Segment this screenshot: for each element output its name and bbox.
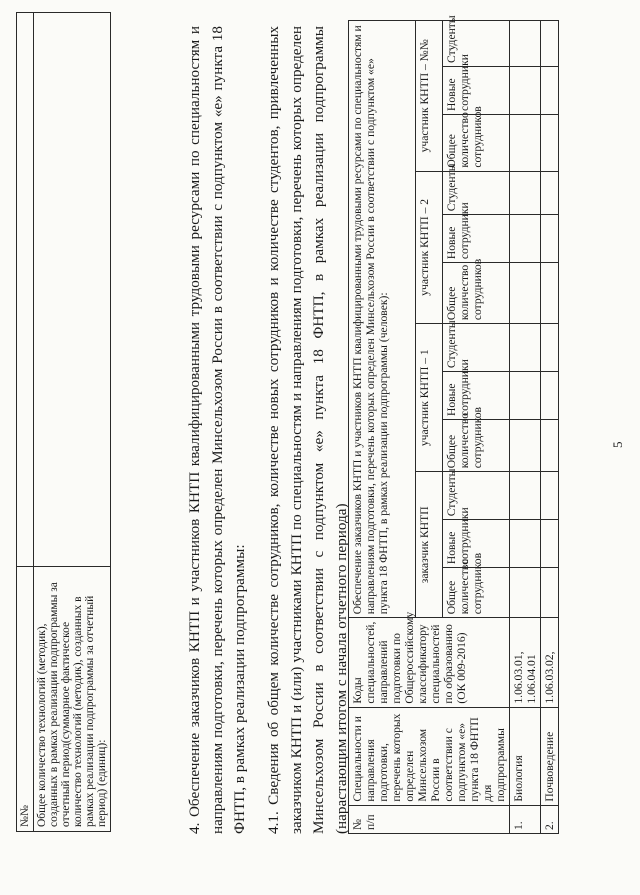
table-row [510,21,541,834]
cell-empty [541,114,559,171]
row-codes: 1.06.03.01, 1.06.04.01 [510,618,541,707]
row-number: 2. [541,805,559,833]
p2-new-header: Новые сотрудники [443,215,510,263]
cell-empty [541,472,559,520]
cell-empty [541,420,559,472]
p2-students-header: Студенты [443,171,510,215]
p2-total-header: Общее количество сотрудников [443,263,510,324]
cell-empty [510,215,541,263]
cell-empty [510,420,541,472]
section-4-1-paragraph: 4.1. Сведения об общем количестве сотрудников, количестве новых сотрудников и количестве студентов, привлеченных заказчиком КНТП и (или) участниками КНТП по специальностям и направлениям подготовки, перечень которых определен Минсельхозом России в соответствии с подпунктом «е» пункта 18 ФНТП, в рамках реализации подпрограммы (нарастающим итогом с начала отчетного периода) [265,26,350,834]
cell-empty [541,372,559,420]
customer-students-header: Студенты [443,472,510,520]
pn-new-header: Новые сотрудники [443,67,510,115]
col-specialty-header: Специальности и направления подготовки, перечень которых определен Минсельхозом России в соответствии с подпунктом «е» пункта 18 ФНТП для подпрограммы [349,707,510,805]
cell-empty [510,568,541,618]
pn-students-header: Студенты [443,21,510,67]
cell-empty [541,263,559,324]
technologies-header-empty [17,13,34,567]
col-number-header: № п/п [349,805,510,833]
cell-empty [510,324,541,372]
p1-total-header: Общее количество сотрудников [443,420,510,472]
cell-empty [510,472,541,520]
technologies-row-value [34,13,111,567]
technologies-table [16,12,111,832]
cell-empty [541,67,559,115]
cell-empty [541,568,559,618]
cell-empty [541,324,559,372]
row-number: 1. [510,805,541,833]
rotated-page-content [12,8,632,888]
cell-empty [510,372,541,420]
participant-1-header: участник КНТП – 1 [415,324,442,472]
p1-students-header: Студенты [443,324,510,372]
cell-empty [510,263,541,324]
cell-empty [541,520,559,568]
cell-empty [510,114,541,171]
cell-empty [510,171,541,215]
row-specialty: Почвоведение [541,707,559,805]
cell-empty [510,520,541,568]
group-header: Обеспечение заказчиков КНТП и участников КНТП квалифицированными трудовыми ресурсами по специальностям и направлениям подготовки, перечень которых определен Минсельхозом России в соответствии с подпунктом «е» пункта 18 ФНТП, в рамках реализации подпрограммы (человек): [349,21,416,618]
customer-new-header: Новые сотрудники [443,520,510,568]
page-number: 5 [610,441,625,448]
participant-2-header: участник КНТП – 2 [415,171,442,324]
cell-empty [510,67,541,115]
section-4-paragraph: 4. Обеспечение заказчиков КНТП и участников КНТП квалифицированными трудовыми ресурсами по специальностям и направлениям подготовки, перечень которых определен Минсельхозом России в соответствии с подпунктом «е» пункта 18 ФНТП, в рамках реализации подпрограммы: [186,26,248,834]
header-row-1 [349,21,416,834]
participant-n-header: участник КНТП – №№ [415,21,442,172]
table-row [541,21,559,834]
cell-empty [541,171,559,215]
customer-header: заказчик КНТП [415,472,442,618]
technologies-header-cell: №№ [17,567,34,832]
p1-new-header: Новые сотрудники [443,372,510,420]
customer-total-header: Общее количество сотрудников [443,568,510,618]
cell-empty [541,215,559,263]
row-codes: 1.06.03.02, [541,618,559,707]
row-specialty: Биология [510,707,541,805]
pn-total-header: Общее количество сотрудников [443,114,510,171]
col-codes-header: Коды специальностей, направлений подготовки по Общероссийскому классификатору специальностей по образованию (ОК 009-2016) [349,618,510,707]
technologies-row-label: Общее количество технологий (методик), созданных в рамках реализации подпрограммы за отчетный период(суммарное фактическое количество технологий (методик), созданных в рамках реализации подпрограммы за отчетный период) (единиц): [34,567,111,832]
cell-empty [510,21,541,67]
cell-empty [541,21,559,67]
staffing-table [348,15,559,834]
